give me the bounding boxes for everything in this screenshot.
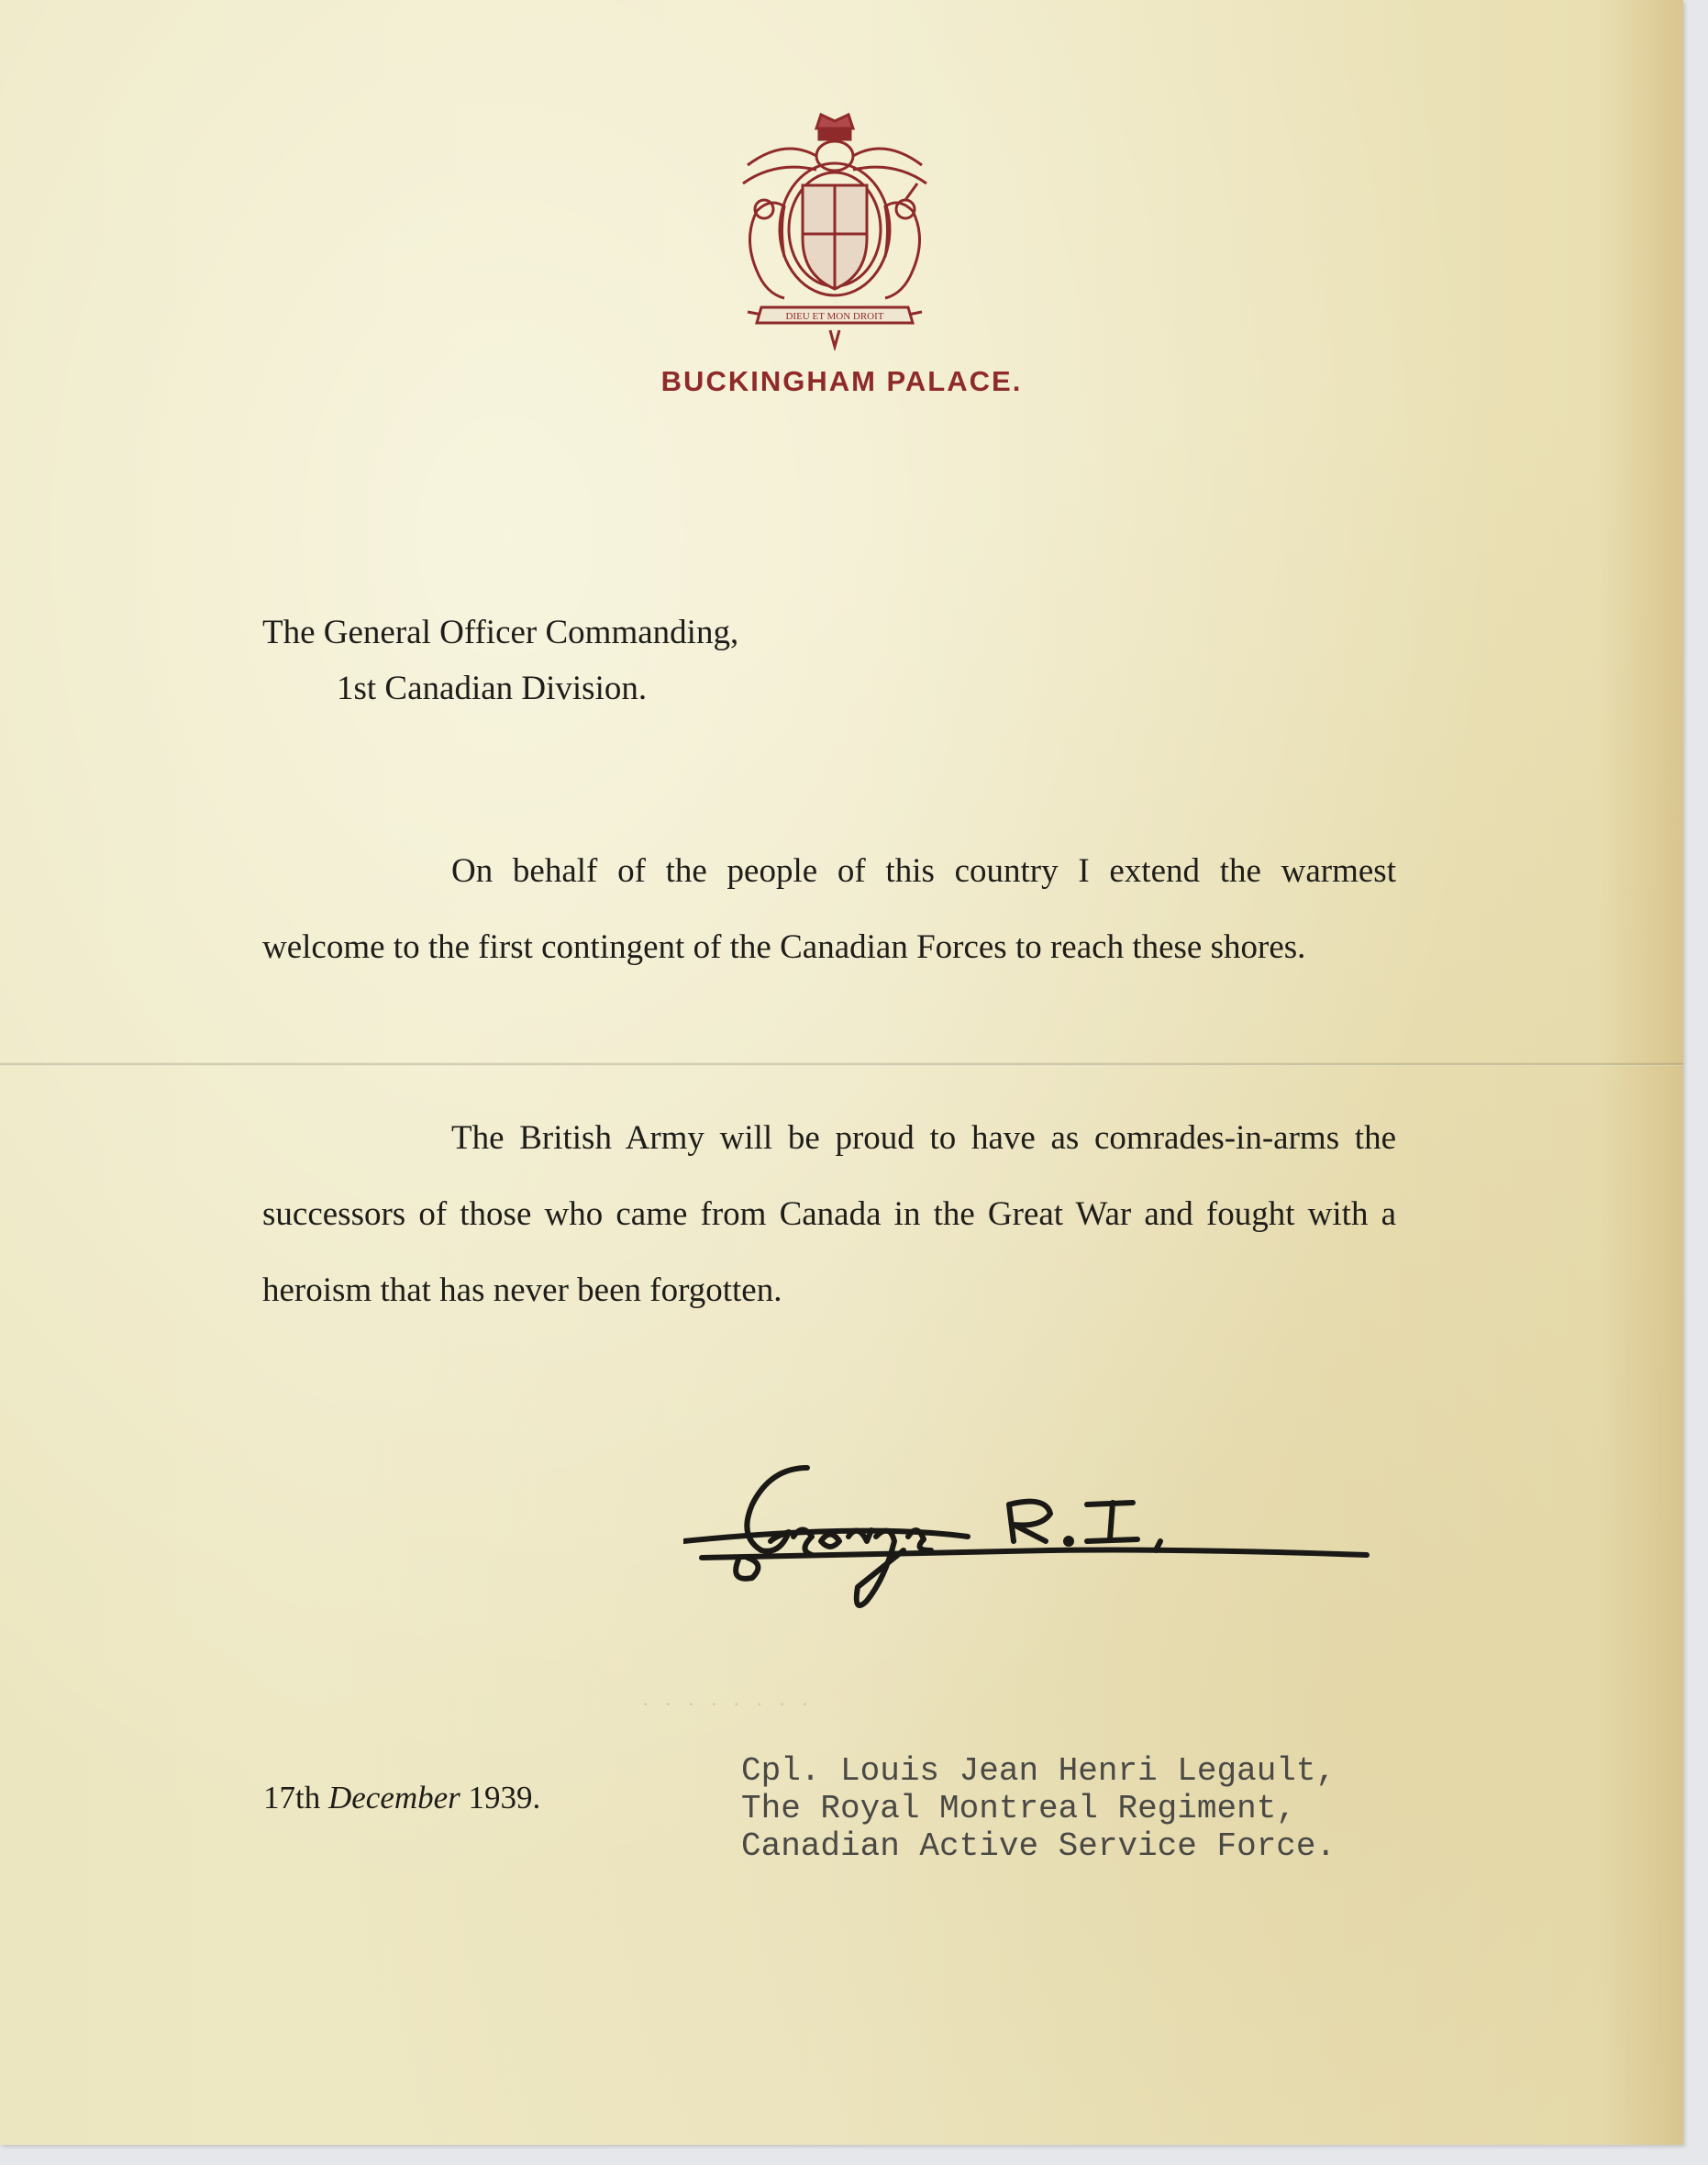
recipient-line-1: The General Officer Commanding, bbox=[262, 614, 739, 651]
faded-stamp-mark: · · · · · · · · bbox=[642, 1693, 815, 1715]
royal-coat-of-arms-icon bbox=[729, 110, 940, 350]
typed-line-3: Canadian Active Service Force. bbox=[741, 1827, 1336, 1865]
typed-line-2: The Royal Montreal Regiment, bbox=[741, 1790, 1296, 1827]
date-day: 17th bbox=[263, 1780, 321, 1815]
typed-line-1: Cpl. Louis Jean Henri Legault, bbox=[741, 1752, 1336, 1790]
date-year: 1939. bbox=[468, 1780, 541, 1815]
typed-addressee bbox=[741, 1752, 1336, 1865]
body-paragraph-2: The British Army will be proud to have as comrades-in-arms the successors of those who came from Canada in the Great War and fought with a heroism that has never been forgotten. bbox=[262, 1119, 1396, 1309]
svg-text:DIEU ET MON DROIT: DIEU ET MON DROIT bbox=[785, 311, 884, 322]
date-month: December bbox=[327, 1780, 460, 1815]
recipient-line-2: 1st Canadian Division. bbox=[337, 670, 648, 707]
handwritten-signature bbox=[683, 1449, 1390, 1633]
letter-date bbox=[263, 1780, 540, 1816]
letterhead-title: BUCKINGHAM PALACE. bbox=[660, 365, 1023, 397]
body-paragraph-1: On behalf of the people of this country I extend the warmest welcome to the first contingent of the Canadian Forces to reach these shores. bbox=[262, 852, 1396, 966]
